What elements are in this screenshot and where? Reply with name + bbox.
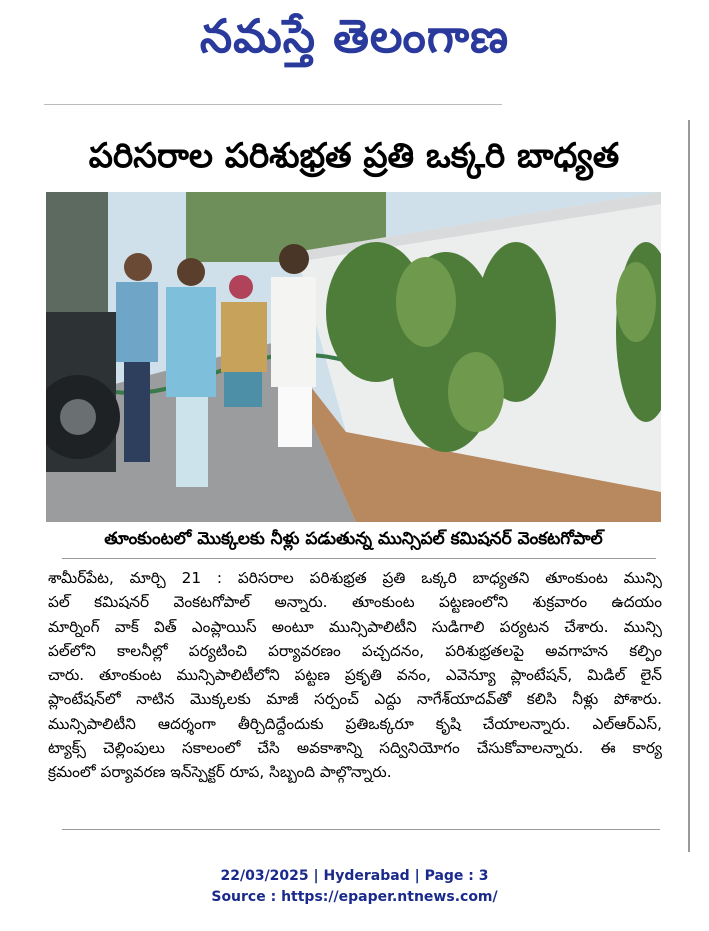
body-line: పల్‌లోని కాలనీల్లో పర్యటించి పర్యావరణం పచ్చదనం, పరిశుభ్రతలపై అవగాహన కల్పిం (48, 641, 662, 660)
body-line: క్రమంలో పర్యావరణ ఇన్‌స్పెక్టర్ రూప, సిబ్బంది పాల్గొన్నారు. (48, 763, 392, 782)
body-line: పల్ కమిషనర్ వెంకటగోపాల్ అన్నారు. తూంకుంట పట్టణంలోని శుక్రవారం ఉదయం (48, 593, 662, 612)
source-footer (0, 866, 709, 908)
article-photo (46, 192, 661, 522)
body-line: ప్లాంటేషన్‌లో నాటిన మొక్కలకు మాజీ సర్పంచ్ ఎద్దు నాగేశ్‌యాదవ్‌తో కలిసి నీళ్లు పోశారు. (48, 690, 662, 709)
article-headline: పరిసరాల పరిశుభ్రత ప్రతి ఒక్కరి బాధ్యత (88, 136, 620, 176)
photo-caption: తూంకుంటలో మొక్కలకు నీళ్లు పడుతున్న మున్సిపల్ కమిషనర్ వెంకటగోపాల్ (104, 529, 603, 549)
column-rule (688, 120, 690, 852)
article-bottom-divider (62, 829, 660, 830)
body-line: మున్సిపాలిటీని ఆదర్శంగా తీర్చిదిద్దేందుకు ప్రతిఒక్కరూ కృషి చేయాలన్నారు. ఎల్ఆర్ఎస్, (48, 714, 662, 733)
footer-date-line: 22/03/2025 | Hyderabad | Page : 3 (220, 868, 489, 884)
masthead-title: నమస్తే తెలంగాణ (199, 9, 510, 63)
body-line: ట్యాక్స్ చెల్లింపులు సకాలంలో చేసి అవకాశాన్ని సద్వినియోగం చేసుకోవాలన్నారు. ఈ కార్య (48, 739, 662, 758)
body-line: శామీర్‌పేట, మార్చి 21 : పరిసరాల పరిశుభ్రత ప్రతి ఒక్కరి బాధ్యతని తూంకుంట మున్సి (48, 569, 662, 587)
body-line: మార్నింగ్ వాక్ విత్ ఎంప్లాయిస్ అంటూ మున్సిపాలిటీని సుడిగాలి పర్యటన చేశారు. మున్సి (48, 617, 662, 636)
article-body (48, 566, 662, 785)
masthead-divider (44, 104, 502, 105)
footer-source-line: Source : https://epaper.ntnews.com/ (211, 889, 498, 905)
body-line: చారు. తూంకుంట మున్సిపాలిటీలోని పట్టణ ప్రకృతి వనం, ఎవెన్యూ ప్లాంటేషన్, మిడిల్ లైన్ (48, 666, 662, 685)
caption-divider (62, 558, 656, 559)
